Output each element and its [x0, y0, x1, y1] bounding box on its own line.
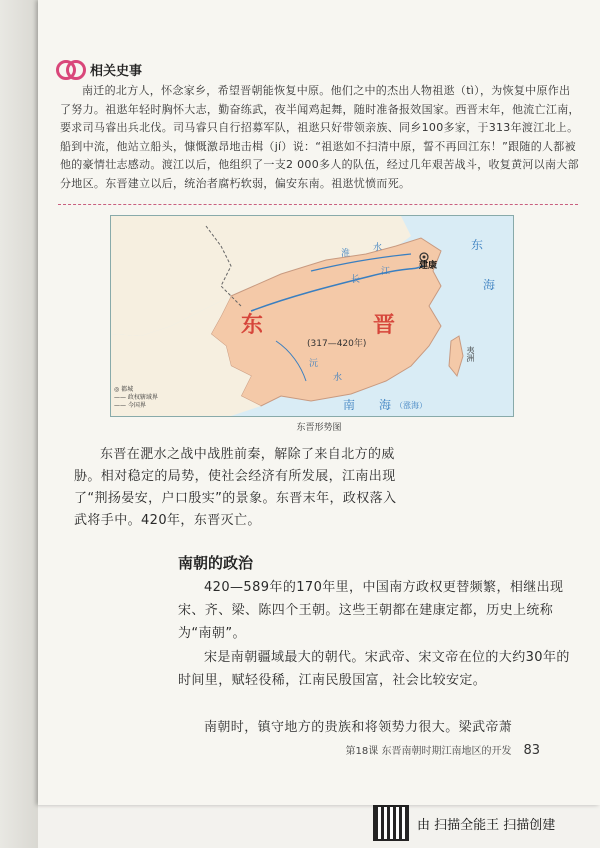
box-title: 相关史事 — [90, 63, 143, 79]
page-footer — [346, 742, 540, 758]
body-paragraph: 东晋在淝水之战中战胜前秦，解除了来自北方的威胁。相对稳定的局势，使社会经济有所发展，江南出现了“荆扬晏安，户口殷实”的景象。东晋末年，政权落入武将手中。420年，东晋灭亡。 — [74, 447, 397, 528]
book-page — [38, 0, 600, 805]
legend-item: —— 今国界 — [114, 402, 146, 409]
legend-item: —— 政权辖域界 — [114, 394, 158, 401]
map-graphic — [111, 216, 513, 416]
related-history-header — [56, 58, 142, 80]
section-title: 南朝的政治 — [178, 554, 254, 572]
map-river-label: 长 — [351, 275, 361, 285]
map-capital-label: 建康 — [419, 261, 438, 271]
map-river-label: 江 — [381, 267, 391, 277]
map-river-label: 沅 — [309, 359, 319, 369]
map-label-jin: 晋 — [373, 313, 396, 338]
section-paragraph-3: 南朝时，镇守地方的贵族和将领势力很大。梁武帝萧 — [204, 720, 513, 735]
map-legend — [114, 386, 158, 410]
box-text: 南迁的北方人，怀念家乡，希望晋朝能恢复中原。他们之中的杰出人物祖逖（tì），为恢复中原作出了努力。祖逖年轻时胸怀大志，勤奋练武，夜半闻鸡起舞，随时准备报效国家。西晋末年，他流亡江南，要求司马睿出兵北伐。司马睿只自行招募军队，祖逖只好带领亲族、同乡100多家，于313年渡江北上。船到中流，他站立船头，慷慨激昂地击楫（jí）说：“祖逖如不扫清中原，誓不再回江东！”跟随的人都被他的豪情壮志感动。渡江以后，他组织了一支2 000多人的队伍，经过几年艰苦战斗，收复黄河以南大部分地区。东晋建立以后，统治者腐朽软弱，偏安东南。祖逖忧愤而死。 — [60, 84, 580, 190]
map-caption: 东晋形势图 — [296, 423, 342, 433]
legend-item: ◎ 都城 — [114, 386, 134, 393]
footer-lesson: 第18课 东晋南朝时期江南地区的开发 — [345, 746, 512, 757]
scanner-watermark — [373, 805, 555, 841]
book-gutter — [0, 0, 38, 848]
eastern-jin-map — [110, 215, 514, 417]
section-paragraph-2: 宋是南朝疆域最大的朝代。宋武帝、宋文帝在位的大约30年的时间里，赋轻役稀，江南民殷国富，社会比较安定。 — [178, 650, 570, 688]
taiwan-island — [449, 336, 463, 376]
scanner-text: 由 扫描全能王 扫描创建 — [417, 817, 556, 833]
box-divider — [58, 204, 578, 205]
box-logo-icon — [56, 58, 84, 80]
section-paragraph-1: 420—589年的170年里，中国南方政权更替频繁，相继出现宋、齐、梁、陈四个王朝。这些王朝都在建康定都，历史上统称为“南朝”。 — [178, 580, 564, 641]
qr-code-icon — [373, 805, 409, 841]
map-river-label: 淮 — [341, 249, 351, 259]
map-sea-east2: 海 — [483, 278, 496, 292]
map-south-sea2: 海 — [379, 398, 392, 412]
map-label-dong: 东 — [241, 313, 264, 338]
map-south-sea1: 南 — [343, 398, 356, 412]
map-south-sea-paren: （涨海） — [395, 401, 427, 410]
map-island-label: 夷洲 — [466, 346, 475, 362]
map-river-label: 水 — [373, 243, 383, 253]
page-number: 83 — [523, 743, 540, 758]
map-dates: (317—420年) — [307, 339, 367, 349]
map-river-label: 水 — [333, 373, 343, 383]
map-sea-east1: 东 — [471, 238, 484, 252]
